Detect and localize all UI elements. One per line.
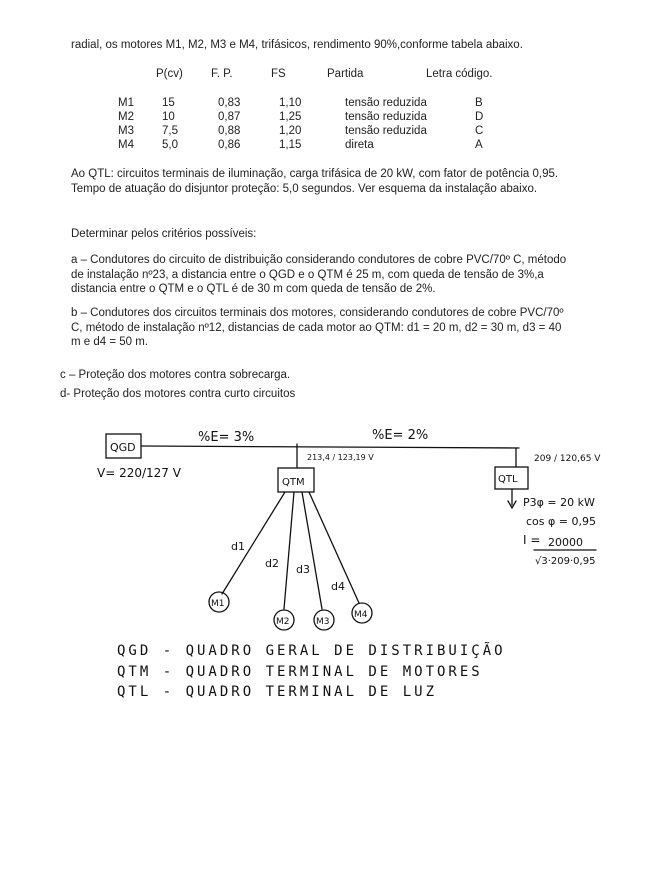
motor-name: M3 xyxy=(118,125,134,137)
qgd-voltage: V= 220/127 V xyxy=(97,466,181,480)
item-d: d- Proteção dos motores contra curto circuitos xyxy=(60,388,296,400)
motor-power: 15 xyxy=(162,97,175,109)
header-code-letter: Letra código. xyxy=(426,68,493,80)
header-power: P(cv) xyxy=(156,68,183,80)
branch-m2 xyxy=(284,492,294,609)
motor-pf: 0,88 xyxy=(218,125,241,137)
motor-fs: 1,20 xyxy=(279,125,302,137)
distance-label-d3: d3 xyxy=(296,563,310,576)
qtl-label: QTL xyxy=(498,474,518,485)
current-denominator: √3·209·0,95 xyxy=(535,556,596,567)
qtm-voltage: 213,4 / 123,19 V xyxy=(307,453,374,462)
voltage-drop-2: %E= 2% xyxy=(372,428,429,443)
motor-letter: C xyxy=(475,125,484,137)
item-c: c – Proteção dos motores contra sobrecarga. xyxy=(60,369,291,381)
qtl-voltage: 209 / 120,65 V xyxy=(534,454,601,464)
qtl-power: P3φ = 20 kW xyxy=(523,496,595,509)
motor-name: M1 xyxy=(118,97,134,109)
motor-pf: 0,83 xyxy=(218,97,241,109)
motor-letter: D xyxy=(475,111,484,123)
motor-name: M4 xyxy=(118,139,134,151)
motor-fs: 1,10 xyxy=(279,97,302,109)
motor-m4-label: M4 xyxy=(354,610,368,620)
qtl-cosphi: cos φ = 0,95 xyxy=(526,515,596,528)
motor-starting: tensão reduzida xyxy=(345,97,427,109)
item-a: a – Condutores do circuito de distribuição considerando condutores de cobre PVC/70º C, método de instalação nº23, a distancia entre o QGD e o QTM é 25 m, com queda de tensão de 3%,a distancia entre o QTM e o QTL é de 30 m com queda de tensão de 2%. xyxy=(71,254,567,295)
motor-letter: B xyxy=(475,97,483,109)
current-numerator: 20000 xyxy=(548,536,583,549)
intro-line: radial, os motores M1, M2, M3 e M4, trifásicos, rendimento 90%,conforme tabela abaixo. xyxy=(71,39,523,51)
legend-qtm: QTM - QUADRO TERMINAL DE MOTORES xyxy=(117,664,483,680)
motor-pf: 0,86 xyxy=(218,139,241,151)
legend-qtl: QTL - QUADRO TERMINAL DE LUZ xyxy=(117,684,438,700)
motor-fs: 1,25 xyxy=(279,111,302,123)
motor-starting: tensão reduzida xyxy=(345,111,427,123)
distance-label-d4: d4 xyxy=(331,580,345,593)
distribution-bus xyxy=(141,446,519,448)
motor-power: 10 xyxy=(162,111,175,123)
motor-m3-label: M3 xyxy=(316,617,330,627)
determine-heading: Determinar pelos critérios possíveis: xyxy=(71,228,257,240)
voltage-drop-1: %E= 3% xyxy=(198,430,255,445)
motor-starting: direta xyxy=(345,139,374,151)
header-power-factor: F. P. xyxy=(211,68,233,80)
branch-m3 xyxy=(302,492,322,609)
motor-m1-label: M1 xyxy=(211,599,225,609)
motor-power: 7,5 xyxy=(162,125,178,137)
motor-name: M2 xyxy=(118,111,134,123)
item-b: b – Condutores dos circuitos terminais dos motores, considerando condutores de cobre PVC/70º C, método de instalação nº12, distancias de cada motor ao QTM: d1 = 20 m, d2 = 30 m, d3 = 40 m e d4 = 50 m. xyxy=(71,307,564,348)
motor-pf: 0,87 xyxy=(218,111,241,123)
motor-power: 5,0 xyxy=(162,139,178,151)
distance-label-d2: d2 xyxy=(265,557,279,570)
qgd-label: QGD xyxy=(110,441,136,454)
current-lhs: I = xyxy=(523,533,541,547)
distance-label-d1: d1 xyxy=(231,540,245,553)
motor-starting: tensão reduzida xyxy=(345,125,427,137)
motor-m2-label: M2 xyxy=(276,617,290,627)
qtl-paragraph: Ao QTL: circuitos terminais de iluminação, carga trifásica de 20 kW, com fator de potência 0,95. Tempo de atuação do disjuntor proteção: 5,0 segundos. Ver esquema da instalação abaixo. xyxy=(71,168,559,195)
header-starting: Partida xyxy=(327,68,364,80)
header-service-factor: FS xyxy=(271,68,286,80)
motor-letter: A xyxy=(475,139,483,151)
qtm-label: QTM xyxy=(282,477,305,488)
legend-qgd: QGD - QUADRO GERAL DE DISTRIBUIÇÃO xyxy=(117,643,506,659)
motor-fs: 1,15 xyxy=(279,139,302,151)
